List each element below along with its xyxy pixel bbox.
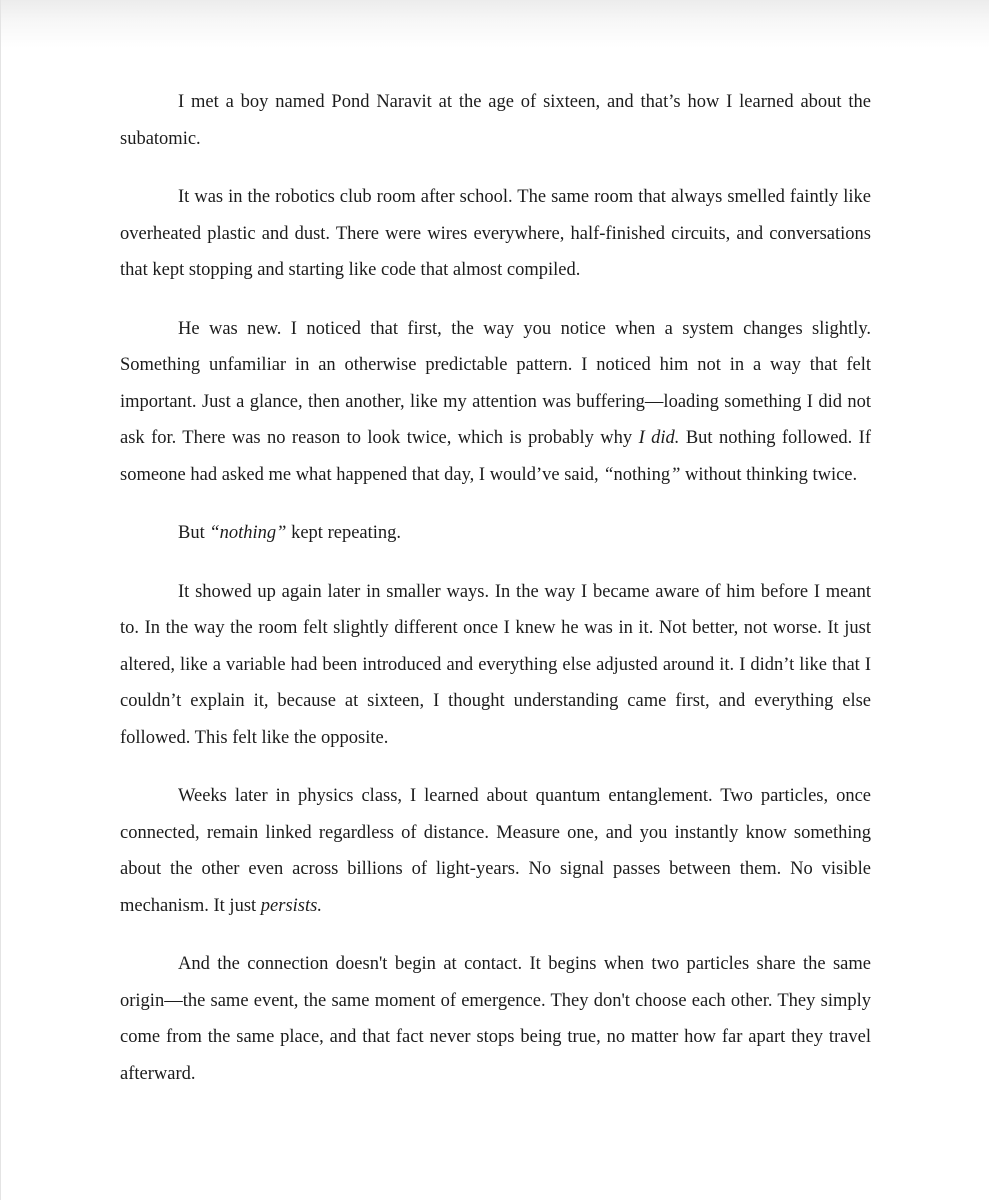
paragraph-p6 — [120, 778, 871, 924]
text-run: Weeks later in physics class, I learned about quantum entanglement. Two particles, once connected, remain linked regardless of distance. Measure one, and you instantly know something about the other even across billions of light-years. No signal passes between them. No visible mechanism. It just — [120, 786, 871, 916]
text-run: But nothing followed. If someone had asked me what happened that day, I would’ve said, — [120, 428, 872, 485]
paragraph-p4 — [120, 515, 871, 552]
text-run: And the connection doesn't begin at contact. It begins when two particles share the same origin—the same event, the same moment of emergence. They don't choose each other. They simply come from the same place, and that fact never stops being true, no matter how far apart they travel afterward. — [120, 954, 871, 1084]
text-run: But — [178, 523, 210, 543]
italic-text-run: I did. — [638, 428, 680, 448]
page-top-shadow — [1, 0, 989, 48]
paragraph-p5 — [120, 574, 871, 757]
italic-text-run: persists. — [260, 895, 322, 916]
paragraph-p7 — [120, 946, 871, 1092]
paragraph-p2 — [120, 179, 871, 289]
document-body — [120, 84, 871, 1114]
text-run: It showed up again later in smaller ways. In the way I became aware of him before I meant to. In the way the room felt slightly different once I knew he was in it. Not better, not worse. It just altered, like a variable had been introduced and everything else adjusted around it. I didn’t like that I couldn’t explain it, because at sixteen, I thought understanding came first, and everything else followed. This felt like the opposite. — [120, 581, 871, 748]
italic-text-run: ” — [670, 464, 681, 485]
paragraph-p1 — [120, 84, 871, 157]
text-run: I met a boy named Pond Naravit at the age of sixteen, and that’s how I learned about the subatomic. — [120, 92, 871, 149]
italic-text-run: “nothing” — [209, 523, 287, 543]
italic-text-run: “ — [603, 464, 614, 485]
text-run: He was new. I noticed that first, the way you notice when a system changes slightly. Something unfamiliar in an otherwise predictable pattern. I noticed him not in a way that felt important. Just a glance, then another, like my attention was buffering—loading something I did not ask for. There was no reason to look twice, which is probably why — [120, 318, 871, 448]
text-run: kept repeating. — [286, 523, 402, 543]
paragraph-p3 — [120, 311, 871, 494]
text-run: nothing — [613, 464, 671, 485]
text-run: It was in the robotics club room after school. The same room that always smelled faintly like overheated plastic and dust. There were wires everywhere, half-finished circuits, and conversations that kept stopping and starting like code that almost compiled. — [120, 187, 871, 280]
text-run: without thinking twice. — [680, 464, 858, 485]
